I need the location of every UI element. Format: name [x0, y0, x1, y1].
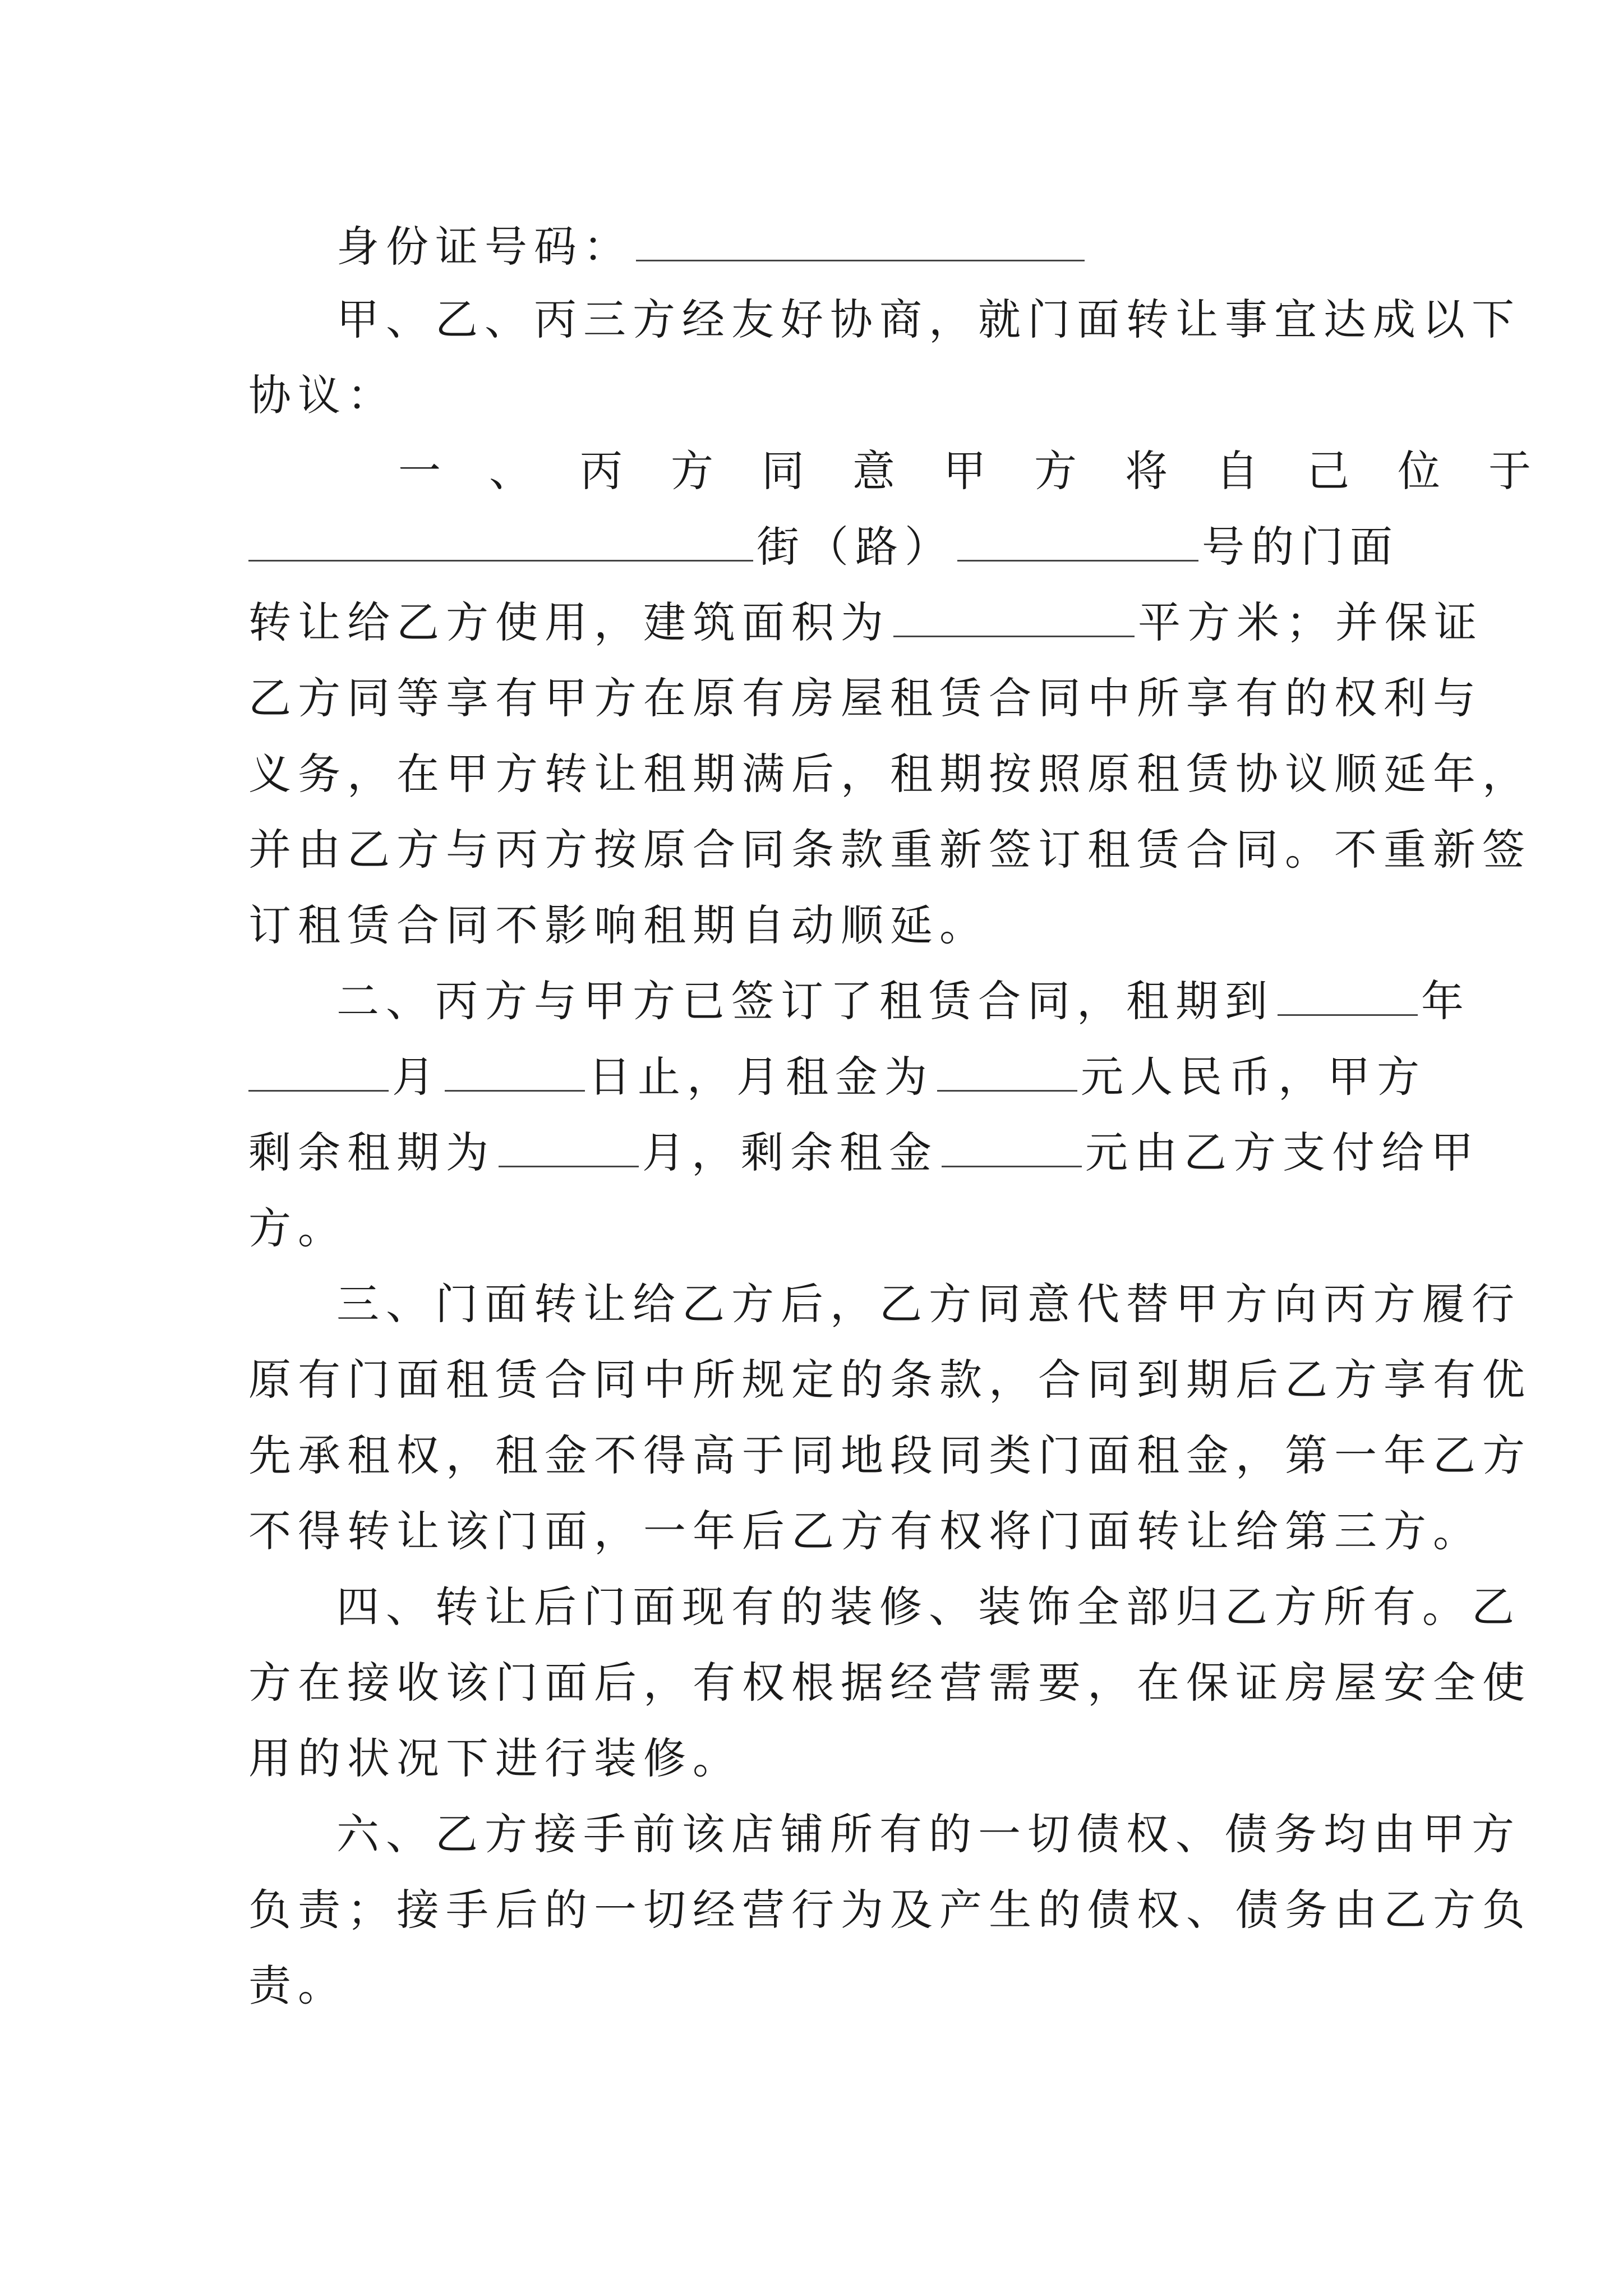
clause-4-line-3: 用的状况下进行装修。 — [248, 1733, 742, 1783]
area-blank — [893, 601, 1135, 637]
clause-3-line-3: 先承租权，租金不得高于同地段同类门面租金，第一年乙方 — [248, 1430, 1532, 1480]
storefront-label: 号的门面 — [1202, 522, 1399, 572]
id-number-line — [336, 219, 1088, 275]
paragraph-intro-line-2: 协议： — [248, 370, 396, 420]
area-unit: 平方米；并保证 — [1138, 597, 1483, 647]
month-blank — [248, 1055, 389, 1092]
clause-3-line-1: 三、门面转让给乙方后，乙方同意代替甲方向丙方履行 — [336, 1279, 1521, 1329]
monthly-rent-label: 日止，月租金为 — [588, 1052, 934, 1102]
remaining-term-label: 剩余租期为 — [248, 1128, 495, 1177]
clause-2-line-3 — [248, 1125, 1480, 1181]
month-label: 月 — [392, 1052, 441, 1102]
clause-2-line-4: 方。 — [248, 1203, 347, 1253]
rent-blank — [937, 1055, 1077, 1092]
clause-1-line-6: 并由乙方与丙方按原合同条款重新签订租赁合同。不重新签 — [248, 825, 1532, 875]
clause-3-line-2: 原有门面租赁合同中所规定的条款，合同到期后乙方享有优 — [248, 1355, 1532, 1405]
payment-label: 元由乙方支付给甲 — [1085, 1128, 1480, 1177]
id-number-label: 身份证号码： — [336, 222, 633, 272]
lease-term-label: 二、丙方与甲方已签订了租赁合同，租期到 — [336, 976, 1274, 1026]
remaining-rent-label: 月，剩余租金 — [642, 1128, 938, 1177]
street-blank — [248, 525, 753, 562]
remaining-term-blank — [499, 1131, 639, 1167]
clause-3-line-4: 不得转让该门面，一年后乙方有权将门面转让给第三方。 — [248, 1506, 1482, 1556]
id-number-blank — [636, 225, 1085, 261]
clause-1-line-3 — [248, 595, 1483, 651]
clause-1-line-5: 义务，在甲方转让租期满后，租期按照原租赁协议顺延年， — [248, 749, 1532, 799]
clause-2-line-1 — [336, 973, 1470, 1029]
year-blank — [1278, 979, 1418, 1016]
currency-label: 元人民币，甲方 — [1081, 1052, 1426, 1102]
remaining-rent-blank — [942, 1131, 1082, 1167]
clause-1-line-1 — [398, 443, 1579, 499]
clause-4-line-2: 方在接收该门面后，有权根据经营需要，在保证房屋安全使 — [248, 1658, 1532, 1708]
clause-6-line-1: 六、乙方接手前该店铺所有的一切债权、债务均由甲方 — [336, 1809, 1521, 1859]
paragraph-intro-line-1: 甲、乙、丙三方经友好协商，就门面转让事宜达成以下 — [336, 295, 1521, 344]
street-label: 街（路） — [757, 522, 954, 572]
year-label: 年 — [1421, 976, 1470, 1026]
area-label: 转让给乙方使用，建筑面积为 — [248, 597, 890, 647]
clause-2-line-2 — [248, 1049, 1426, 1105]
clause-1-heading: 一、丙方同意甲方将自己位于 — [398, 446, 1579, 496]
clause-1-line-2 — [248, 519, 1399, 575]
clause-1-line-4: 乙方同等享有甲方在原有房屋租赁合同中所享有的权利与 — [248, 673, 1482, 723]
clause-1-line-7: 订租赁合同不影响租期自动顺延。 — [248, 900, 989, 950]
clause-6-line-2: 负责；接手后的一切经营行为及产生的债权、债务由乙方负 — [248, 1885, 1532, 1935]
day-blank — [445, 1055, 585, 1092]
clause-6-line-3: 责。 — [248, 1961, 347, 2010]
clause-4-line-1: 四、转让后门面现有的装修、装饰全部归乙方所有。乙 — [336, 1582, 1521, 1632]
number-blank — [957, 525, 1198, 562]
